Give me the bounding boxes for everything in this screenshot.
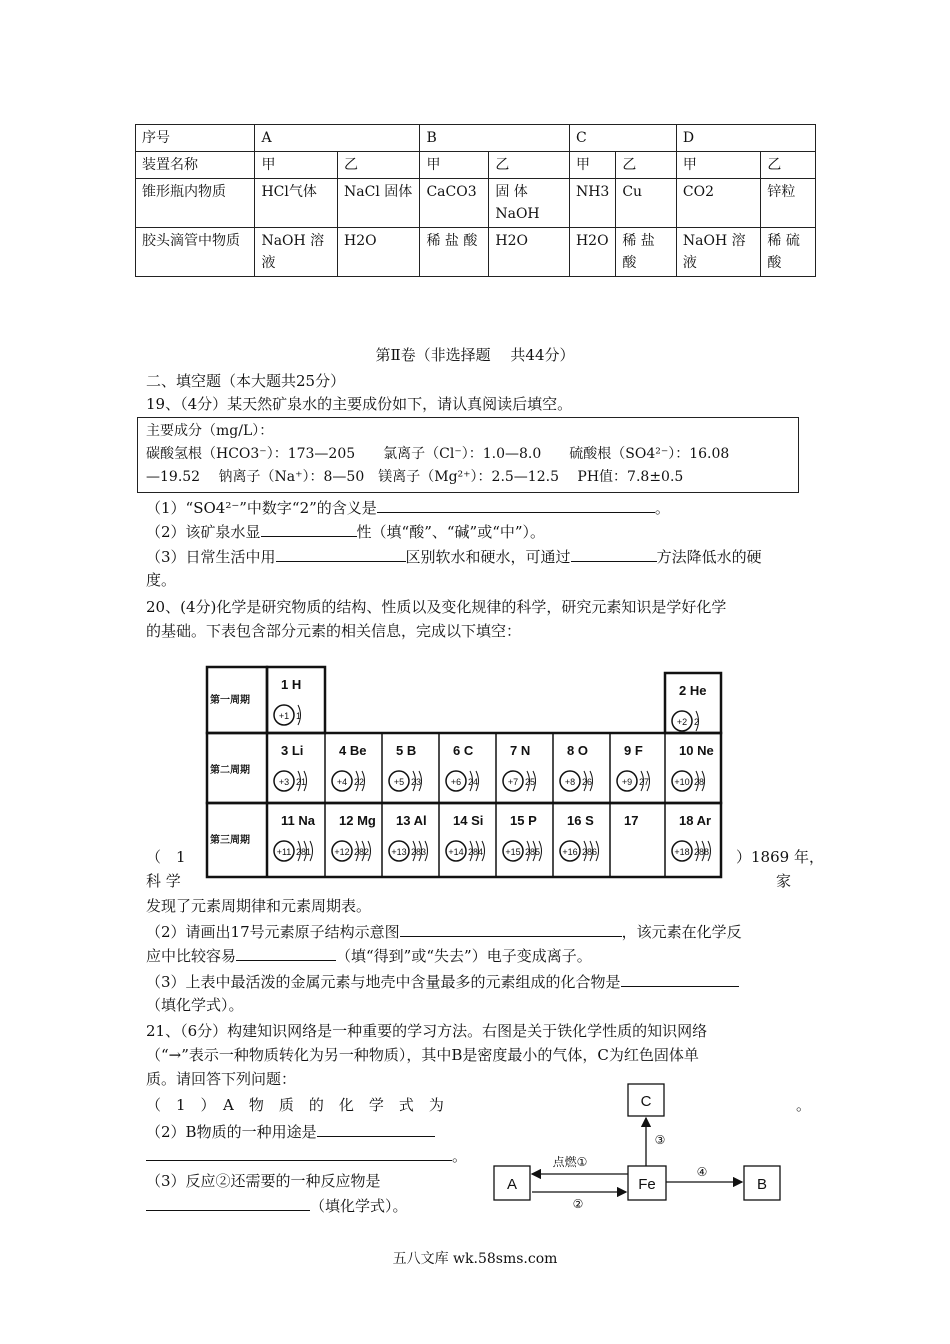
element-symbol: 9 F <box>624 743 643 758</box>
q19-part2 <box>146 520 545 543</box>
element-cell <box>672 683 706 731</box>
table-cell: NaOH 溶液 <box>255 228 338 277</box>
electron-config: 1 <box>296 711 302 721</box>
element-cell <box>503 813 542 861</box>
section-title: 第Ⅱ卷（非选择题 共44分） <box>375 346 575 364</box>
table-cell: 锥形瓶内物质 <box>136 179 255 228</box>
q20-part3-text: （3）上表中最活泼的金属元素与地壳中含量最多的元素组成的化合物是 <box>146 973 621 991</box>
element-symbol: 8 O <box>567 743 588 758</box>
table-header-cell: B <box>420 125 570 152</box>
electron-config: 282 <box>354 847 370 857</box>
electron-config: 288 <box>694 847 710 857</box>
options-table <box>135 124 816 277</box>
node-fe-label: Fe <box>638 1176 656 1193</box>
q21-stem: （“→”表示一种物质转化为另一种物质），其中B是密度最小的气体，C为红色固体单 <box>146 1046 699 1064</box>
nuclear-charge: +18 <box>674 847 690 857</box>
q19-part3-text: 方法降低水的硬 <box>656 548 762 566</box>
iron-network-diagram <box>480 1080 790 1210</box>
electron-config: 27 <box>639 777 650 787</box>
element-symbol: 14 Si <box>453 813 484 828</box>
table-cell: 稀 硫 酸 <box>761 228 816 277</box>
period-label: 第一周期 <box>210 695 250 706</box>
nuclear-charge: +2 <box>676 717 688 727</box>
q21-part2 <box>146 1120 435 1143</box>
nuclear-charge: +15 <box>505 847 521 857</box>
element-cell <box>389 743 422 791</box>
element-cell <box>332 743 366 791</box>
nuclear-charge: +11 <box>276 847 292 857</box>
q19-stem: 19、（4分）某天然矿泉水的主要成份如下，请认真阅读后填空。 <box>146 395 573 413</box>
table-cell: 甲 <box>569 152 615 179</box>
period-label: 第三周期 <box>210 835 250 846</box>
table-header-cell: C <box>569 125 676 152</box>
nuclear-charge: +5 <box>393 777 405 787</box>
electron-config: 284 <box>468 847 484 857</box>
electron-config: 21 <box>296 777 307 787</box>
element-cell <box>446 813 485 861</box>
table-header-cell: 序号 <box>136 125 255 152</box>
q19-part3-text: 区别软水和硬水，可通过 <box>405 548 571 566</box>
nuclear-charge: +4 <box>336 777 348 787</box>
table-header-cell: D <box>676 125 815 152</box>
q20-part2-cont <box>146 944 592 967</box>
electron-config: 24 <box>468 777 479 787</box>
node-a-label: A <box>506 1176 518 1193</box>
element-cell <box>274 743 307 791</box>
nuclear-charge: +13 <box>391 847 407 857</box>
q19-part3 <box>146 545 762 568</box>
electron-config: 26 <box>582 777 593 787</box>
q21-part2-text: 。 <box>452 1147 468 1165</box>
table-cell: HCl气体 <box>255 179 338 228</box>
q20-part1-cont: 发现了元素周期律和元素周期表。 <box>146 897 372 915</box>
answer-blank[interactable] <box>317 1120 435 1137</box>
info-box-title: 主要成分（mg/L）： <box>146 423 274 439</box>
table-cell: CaCO3 <box>420 179 489 228</box>
table-cell: 装置名称 <box>136 152 255 179</box>
q20-part1-start: （ 1 <box>146 848 186 866</box>
nuclear-charge: +7 <box>507 777 519 787</box>
q21-part3-text: （填化学式）。 <box>310 1197 408 1215</box>
electron-config: 285 <box>525 847 541 857</box>
element-symbol: 16 S <box>567 813 594 828</box>
table-cell: Cu <box>616 179 677 228</box>
q21-part1: （ 1 ） A 物 质 的 化 学 式 为 <box>146 1096 444 1114</box>
electron-config: 25 <box>525 777 536 787</box>
q20-part3-cont: （填化学式）。 <box>146 996 244 1014</box>
reaction-1-label: 点燃① <box>552 1155 588 1169</box>
element-symbol: 7 N <box>510 743 531 758</box>
node-c-label: C <box>640 1093 652 1110</box>
q20-part1-text: 科 学 <box>146 872 181 890</box>
electron-config: 28 <box>694 777 705 787</box>
q21-part2-cont <box>146 1144 467 1167</box>
electron-config: 286 <box>582 847 598 857</box>
part-heading: 二、填空题（本大题共25分） <box>146 372 346 390</box>
element-symbol: 6 C <box>453 743 474 758</box>
table-cell: 稀 盐 酸 <box>420 228 489 277</box>
q21-stem: 质。请回答下列问题： <box>146 1070 297 1088</box>
nuclear-charge: +10 <box>674 777 690 787</box>
table-cell: H2O <box>569 228 615 277</box>
element-cell <box>672 743 714 791</box>
q20-part2-text: ，该元素在化学反 <box>621 923 742 941</box>
nuclear-charge: +14 <box>448 847 464 857</box>
electron-config: 23 <box>411 777 422 787</box>
element-symbol: 18 Ar <box>679 813 712 828</box>
element-symbol: 5 B <box>396 743 417 758</box>
table-cell: 锌粒 <box>761 179 816 228</box>
element-cell <box>503 743 536 791</box>
q20-part2-text: （填“得到”或“失去”）电子变成离子。 <box>336 947 592 965</box>
answer-blank[interactable] <box>146 1144 452 1161</box>
reaction-4-label: ④ <box>696 1165 708 1179</box>
table-cell: 乙 <box>338 152 420 179</box>
table-cell: 固 体 NaOH <box>489 179 570 228</box>
q20-stem: 的基础。下表包含部分元素的相关信息，完成以下填空： <box>146 622 522 640</box>
table-cell: 甲 <box>255 152 338 179</box>
q19-part3-cont: 度。 <box>146 571 177 589</box>
element-symbol: 13 Al <box>396 813 427 828</box>
q21-part3-cont <box>146 1194 408 1217</box>
info-box-line: —19.52 钠离子（Na⁺）：8—50 镁离子（Mg²⁺）：2.5—12.5 PH值：7.8±0.5 <box>146 469 684 485</box>
nuclear-charge: +6 <box>450 777 462 787</box>
element-cell <box>560 813 599 861</box>
q20-stem: 20、(4分)化学是研究物质的结构、性质以及变化规律的科学，研究元素知识是学好化学 <box>146 598 727 616</box>
table-cell: NaOH 溶液 <box>676 228 761 277</box>
answer-blank[interactable] <box>236 944 336 961</box>
period-label: 第二周期 <box>210 765 250 776</box>
element-symbol: 4 Be <box>339 743 367 758</box>
answer-blank[interactable] <box>400 920 622 937</box>
element-cell <box>617 743 650 791</box>
table-cell: CO2 <box>676 179 761 228</box>
electron-config: 22 <box>354 777 365 787</box>
element-symbol: 12 Mg <box>339 813 376 828</box>
table-cell: 稀 盐 酸 <box>616 228 677 277</box>
element-symbol: 15 P <box>510 813 537 828</box>
q20-part2-text: （2）请画出17号元素原子结构示意图 <box>146 923 400 941</box>
element-cell <box>274 677 301 725</box>
answer-blank[interactable] <box>377 496 655 513</box>
q21-stem: 21、（6分）构建知识网络是一种重要的学习方法。右图是关于铁化学性质的知识网络 <box>146 1022 708 1040</box>
q20-part1-end: ）1869 年， <box>736 848 824 866</box>
q19-part1: （1）“SO4²⁻”中数字“2”的含义是 。 <box>146 496 670 519</box>
table-cell: NH3 <box>569 179 615 228</box>
electron-config: 2 <box>694 717 700 727</box>
element-cell <box>624 813 638 828</box>
q19-part2-text: （2）该矿泉水显 <box>146 523 261 541</box>
element-symbol: 2 He <box>679 683 707 698</box>
q20-part2-text: 应中比较容易 <box>146 947 237 965</box>
table-cell: 乙 <box>761 152 816 179</box>
table-cell: 乙 <box>616 152 677 179</box>
answer-blank[interactable] <box>146 1194 310 1211</box>
footer-watermark: 五八文库 wk.58sms.com <box>392 1251 558 1267</box>
q19-part3-text: （3）日常生活中用 <box>146 548 276 566</box>
table-cell: 胶头滴管中物质 <box>136 228 255 277</box>
nuclear-charge: +9 <box>621 777 633 787</box>
q21-part3: （3）反应②还需要的一种反应物是 <box>146 1172 381 1190</box>
info-box-line: 碳酸氢根（HCO3⁻）：173—205 氯离子（Cl⁻）：1.0—8.0 硫酸根（SO4²⁻）：16.08 <box>146 446 730 462</box>
table-header-cell: A <box>255 125 420 152</box>
table-cell: 乙 <box>489 152 570 179</box>
periodic-table-figure <box>205 665 725 880</box>
electron-config: 283 <box>411 847 427 857</box>
nuclear-charge: +8 <box>564 777 576 787</box>
element-symbol: 17 <box>624 813 639 828</box>
element-cell <box>560 743 593 791</box>
answer-blank[interactable] <box>621 970 739 987</box>
table-cell: NaCl 固体 <box>338 179 420 228</box>
element-cell <box>389 813 428 861</box>
reaction-2-label: ② <box>572 1197 584 1210</box>
q20-part2 <box>146 920 742 943</box>
table-cell: H2O <box>489 228 570 277</box>
nuclear-charge: +1 <box>278 711 290 721</box>
nuclear-charge: +3 <box>278 777 290 787</box>
element-symbol: 3 Li <box>281 743 304 758</box>
element-cell <box>332 813 376 861</box>
element-symbol: 11 Na <box>281 813 315 828</box>
nuclear-charge: +12 <box>334 847 350 857</box>
table-cell: H2O <box>338 228 420 277</box>
answer-blank[interactable] <box>276 545 406 562</box>
q19-part2-text: 性（填“酸”、“碱”或“中”）。 <box>356 523 546 541</box>
nuclear-charge: +16 <box>562 847 578 857</box>
element-cell <box>446 743 479 791</box>
q20-part1-text: 家 <box>776 872 792 890</box>
q20-part3 <box>146 970 739 993</box>
answer-blank[interactable] <box>571 545 657 562</box>
element-cell <box>672 813 711 861</box>
table-cell: 甲 <box>420 152 489 179</box>
reaction-3-label: ③ <box>654 1133 666 1147</box>
node-b-label: B <box>756 1176 768 1193</box>
q19-part1-text: （1）“SO4²⁻”中数字“2”的含义是 <box>146 499 377 517</box>
element-cell <box>274 813 316 861</box>
q21-part1-end: 。 <box>796 1096 812 1114</box>
answer-blank[interactable] <box>261 520 357 537</box>
q21-part2-text: （2）B物质的一种用途是 <box>146 1123 317 1141</box>
table-cell: 甲 <box>676 152 761 179</box>
electron-config: 281 <box>296 847 312 857</box>
q19-info-box <box>137 417 799 493</box>
element-symbol: 10 Ne <box>679 743 714 758</box>
element-symbol: 1 H <box>281 677 302 692</box>
